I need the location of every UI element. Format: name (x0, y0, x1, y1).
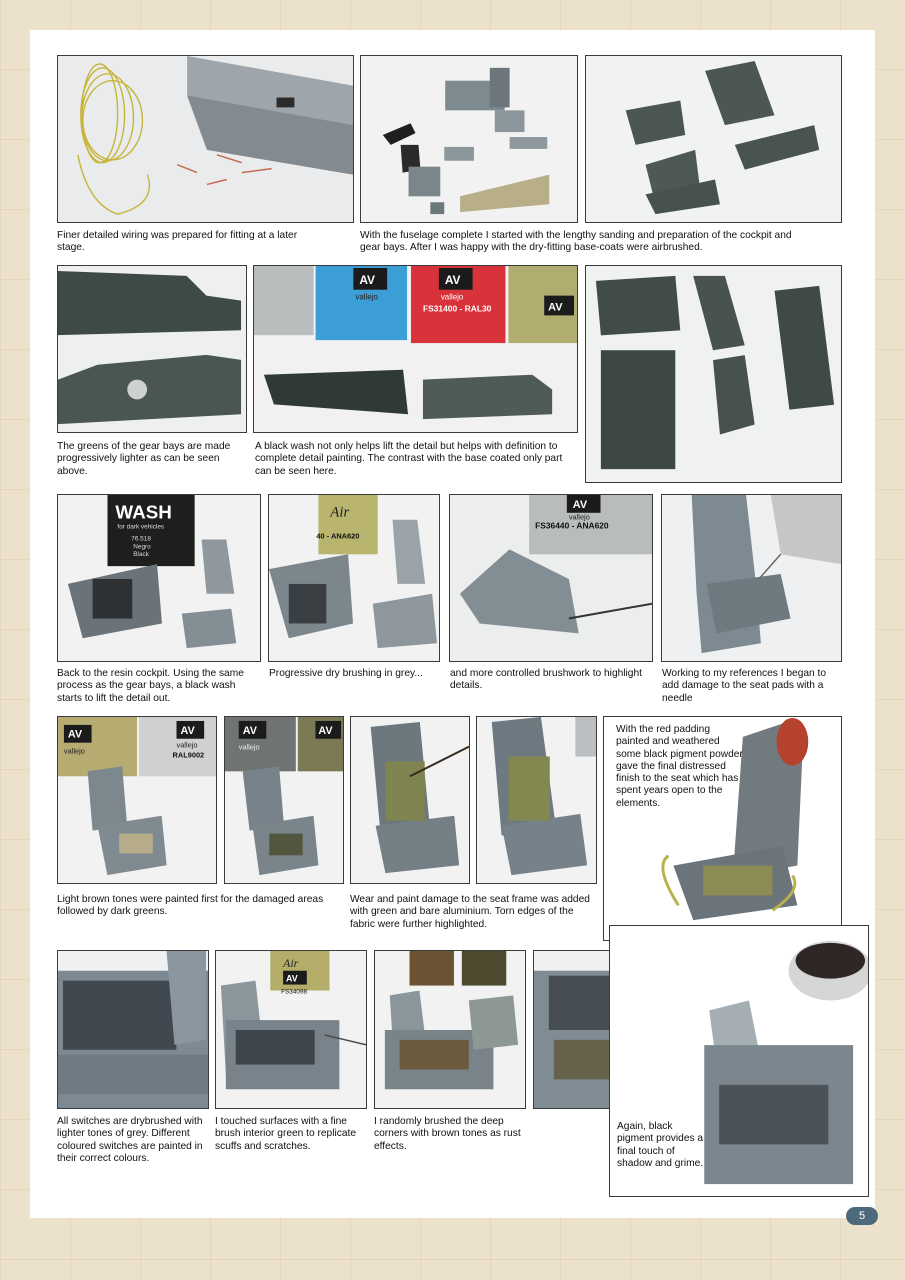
paint-brand-av: AV (359, 272, 376, 287)
caption-seat-needle: Working to my references I began to add damage to the seat pads with a needle (662, 668, 827, 704)
photo-basecoat-parts (585, 55, 842, 223)
photo-switches-drybrush (57, 950, 209, 1109)
caption-rust: I randomly brushed the deep corners with brown tones as rust effects. (374, 1116, 521, 1152)
photo-interior-green-scuffs (215, 950, 367, 1109)
paint-air-label: Air (283, 955, 299, 970)
photo-dry-brushing (268, 494, 440, 662)
paint-code-fs34098: FS34098 (281, 988, 308, 996)
paint-brand-vallejo: vallejo (440, 292, 464, 302)
wash-bottle-name1: Negro (133, 543, 151, 551)
caption-gear-greens: The greens of the gear bays are made progressively lighter as can be seen above. (57, 441, 231, 477)
photo-resin-cockpit-wash (57, 494, 261, 662)
photo-black-wash-paints (253, 265, 578, 433)
paint-code-fs36440: FS36440 - ANA620 (535, 520, 609, 531)
photo-seat-light-brown (57, 716, 217, 884)
paint-brand-vallejo: vallejo (355, 292, 378, 302)
wash-bottle-name2: Black (133, 551, 149, 559)
photo-washed-gear-bays (585, 265, 842, 483)
caption-wiring: Finer detailed wiring was prepared for fitting at a later stage. (57, 230, 298, 254)
paint-brand-av: AV (318, 724, 333, 737)
photo-brushwork-detail (449, 494, 653, 662)
paint-code-ana620: 40 - ANA620 (316, 531, 360, 541)
paint-brand-vallejo: vallejo (568, 512, 590, 522)
photo-seat-frame-wear (350, 716, 470, 884)
paint-air-label: Air (330, 504, 350, 521)
caption-switches: All switches are drybrushed with lighter tones of grey. Different coloured switches are painted in their correct colours. (57, 1116, 203, 1164)
wash-bottle-sub: for dark vehicles (117, 523, 165, 531)
wash-bottle-label: WASH (115, 501, 172, 523)
caption-black-wash: A black wash not only helps lift the detail but helps with definition to complete detail painting. The contrast with the base coated only part can be seen here. (255, 441, 563, 477)
paint-code-fs31400: FS31400 - RAL30 (422, 303, 492, 314)
photo-seat-needle (661, 494, 842, 662)
caption-resin-cockpit: Back to the resin cockpit. Using the same process as the gear bays, a black wash starts to lift the detail out. (57, 668, 244, 704)
caption-light-brown: Light brown tones were painted first for the damaged areas followed by dark greens. (57, 894, 324, 918)
wash-bottle-code: 76.518 (131, 535, 151, 543)
caption-interior-green: I touched surfaces with a fine brush interior green to replicate scuffs and scratches. (215, 1116, 357, 1152)
photo-seat-torn-edges (476, 716, 597, 884)
caption-cockpit-gear: With the fuselage complete I started with the lengthy sanding and preparation of the cockpit and gear bays. After I was happy with the dry-fitting base-coats were airbrushed. (360, 230, 792, 254)
paint-brand-av: AV (242, 724, 257, 737)
paint-brand-vallejo: vallejo (63, 746, 85, 756)
paint-code-ral9002: RAL9002 (172, 750, 205, 760)
paint-brand-av: AV (286, 973, 298, 984)
page-number: 5 (846, 1207, 878, 1225)
photo-wiring-fuselage (57, 55, 354, 223)
paint-brand-av: AV (572, 498, 588, 511)
paint-brand-vallejo: vallejo (238, 742, 260, 752)
paint-brand-av: AV (444, 272, 461, 287)
photo-gear-bays-green (57, 265, 247, 433)
photo-rust-corners (374, 950, 526, 1109)
caption-red-padding: With the red padding painted and weathered some black pigment powder gave the final distressed finish to the seat which has spent years open to the elements. (616, 724, 743, 809)
photo-seat-dark-green (224, 716, 344, 884)
paint-brand-vallejo: vallejo (176, 740, 198, 750)
paint-brand-av: AV (180, 724, 195, 737)
caption-dry-brushing: Progressive dry brushing in grey... (269, 668, 423, 679)
photo-cockpit-parts (360, 55, 578, 223)
caption-black-pigment: Again, black pigment provides a final touch of shadow and grime. (617, 1121, 704, 1169)
paint-brand-av: AV (67, 728, 83, 741)
caption-seat-frame: Wear and paint damage to the seat frame was added with green and bare aluminium. Torn edges of the fabric were further highlighted. (350, 894, 590, 930)
caption-brushwork: and more controlled brushwork to highlight details. (450, 668, 642, 692)
paint-brand-av: AV (548, 301, 563, 314)
